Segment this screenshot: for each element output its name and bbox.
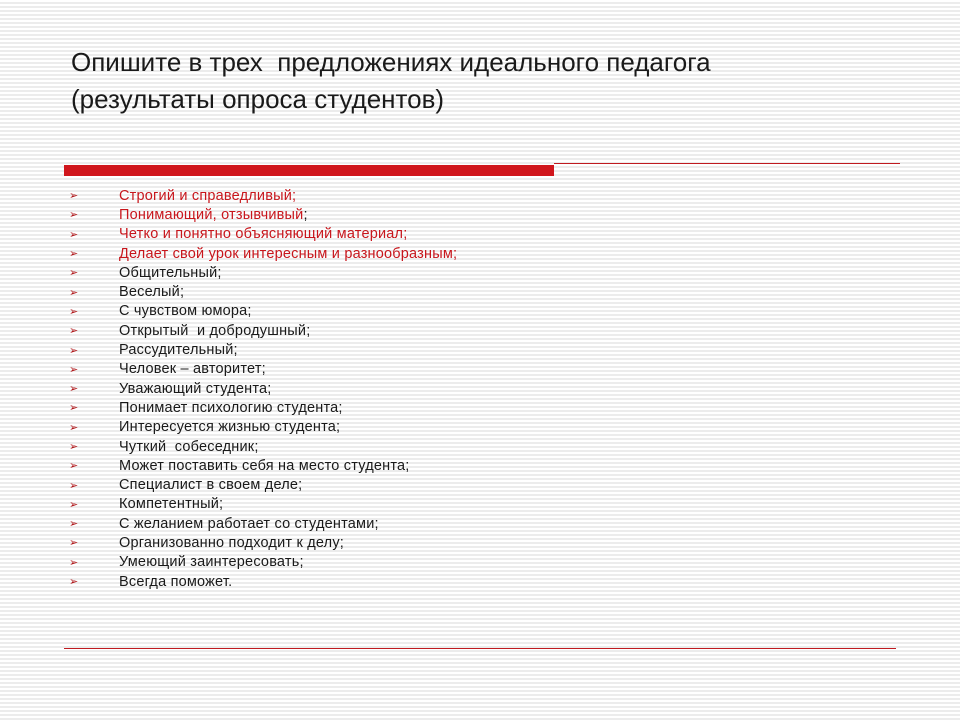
list-item bbox=[68, 282, 457, 301]
list-item-plain: Веселый; bbox=[119, 284, 185, 301]
list-item-plain: Открытый и добродушный; bbox=[119, 322, 311, 339]
list-item bbox=[68, 495, 457, 514]
list-item-plain: ; bbox=[303, 206, 308, 223]
arrow-bullet-icon: ➢ bbox=[69, 227, 79, 241]
arrow-bullet-icon: ➢ bbox=[69, 420, 79, 434]
arrow-bullet-icon: ➢ bbox=[69, 285, 79, 299]
arrow-bullet-icon: ➢ bbox=[69, 304, 79, 318]
arrow-bullet-icon: ➢ bbox=[69, 517, 79, 531]
list-item-plain: Понимает психологию студента; bbox=[119, 399, 343, 416]
list-item-text bbox=[119, 361, 266, 377]
list-item-plain: Организованно подходит к делу; bbox=[119, 534, 345, 551]
list-item-text bbox=[119, 342, 238, 358]
slide-title-line-1: Опишите в трех предложениях идеального педагога bbox=[71, 47, 711, 77]
list-item-plain: Человек – авторитет; bbox=[119, 361, 266, 378]
arrow-bullet-icon: ➢ bbox=[69, 189, 79, 203]
list-item bbox=[68, 186, 457, 205]
arrow-bullet-icon: ➢ bbox=[69, 401, 79, 415]
list-item-text bbox=[119, 439, 259, 455]
arrow-bullet-icon: ➢ bbox=[69, 478, 79, 492]
list-item-text bbox=[119, 554, 304, 570]
list-item bbox=[68, 321, 457, 340]
arrow-bullet-icon: ➢ bbox=[69, 247, 79, 261]
list-item-text bbox=[119, 535, 344, 551]
list-item-text bbox=[119, 477, 302, 493]
list-item-highlight: Строгий и справедливый; bbox=[119, 187, 297, 204]
list-item-text bbox=[119, 226, 407, 242]
list-item-text bbox=[119, 207, 308, 223]
list-item-plain: Уважающий студента; bbox=[119, 380, 272, 397]
title-accent-bar bbox=[64, 165, 554, 176]
list-item-highlight: Понимающий, отзывчивый bbox=[119, 206, 304, 223]
list-item-plain: Всегда поможет. bbox=[119, 573, 233, 590]
list-item bbox=[68, 340, 457, 359]
list-item-text bbox=[119, 400, 343, 416]
list-item-highlight: Четко и понятно объясняющий материал; bbox=[119, 226, 408, 243]
slide-title bbox=[71, 44, 891, 118]
bottom-divider bbox=[64, 648, 896, 649]
list-item bbox=[68, 379, 457, 398]
list-item-text bbox=[119, 246, 457, 262]
list-item-text bbox=[119, 574, 232, 590]
arrow-bullet-icon: ➢ bbox=[69, 324, 79, 338]
list-item bbox=[68, 302, 457, 321]
list-item-plain: Специалист в своем деле; bbox=[119, 477, 303, 494]
arrow-bullet-icon: ➢ bbox=[69, 555, 79, 569]
arrow-bullet-icon: ➢ bbox=[69, 575, 79, 589]
list-item bbox=[68, 572, 457, 591]
list-item-text bbox=[119, 303, 252, 319]
list-item-text bbox=[119, 496, 223, 512]
arrow-bullet-icon: ➢ bbox=[69, 343, 79, 357]
arrow-bullet-icon: ➢ bbox=[69, 208, 79, 222]
list-item bbox=[68, 398, 457, 417]
list-item-plain: Общительный; bbox=[119, 264, 222, 281]
list-item-plain: С чувством юмора; bbox=[119, 303, 252, 320]
list-item bbox=[68, 225, 457, 244]
list-item bbox=[68, 553, 457, 572]
arrow-bullet-icon: ➢ bbox=[69, 382, 79, 396]
list-item-plain: Компетентный; bbox=[119, 496, 224, 513]
list-item-text bbox=[119, 381, 272, 397]
list-item bbox=[68, 244, 457, 263]
list-item-plain: Умеющий заинтересовать; bbox=[119, 554, 304, 571]
list-item-plain: Рассудительный; bbox=[119, 342, 238, 359]
list-item bbox=[68, 533, 457, 552]
title-accent-rule bbox=[554, 163, 900, 164]
list-item-plain: Интересуется жизнью студента; bbox=[119, 419, 341, 436]
list-item-text bbox=[119, 516, 379, 532]
list-item bbox=[68, 475, 457, 494]
list-item-text bbox=[119, 188, 296, 204]
arrow-bullet-icon: ➢ bbox=[69, 497, 79, 511]
list-item-plain: Может поставить себя на место студента; bbox=[119, 457, 410, 474]
arrow-bullet-icon: ➢ bbox=[69, 536, 79, 550]
list-item bbox=[68, 514, 457, 533]
list-item bbox=[68, 456, 457, 475]
arrow-bullet-icon: ➢ bbox=[69, 440, 79, 453]
slide-title-line-2: (результаты опроса студентов) bbox=[71, 84, 445, 114]
list-item bbox=[68, 437, 457, 456]
list-item bbox=[68, 418, 457, 437]
list-item bbox=[68, 205, 457, 224]
list-item-text bbox=[119, 419, 340, 435]
list-item-highlight: Делает свой урок интересным и разнообразным; bbox=[119, 245, 458, 262]
list-item-text bbox=[119, 265, 222, 281]
arrow-bullet-icon: ➢ bbox=[69, 362, 79, 376]
list-item bbox=[68, 360, 457, 379]
list-item-text bbox=[119, 323, 310, 339]
list-item bbox=[68, 263, 457, 282]
teacher-qualities-list bbox=[68, 186, 457, 591]
arrow-bullet-icon: ➢ bbox=[69, 266, 79, 280]
list-item-text bbox=[119, 284, 184, 300]
list-item-text bbox=[119, 458, 410, 474]
list-item-plain: С желанием работает со студентами; bbox=[119, 515, 379, 532]
arrow-bullet-icon: ➢ bbox=[69, 459, 79, 473]
list-item-plain: Чуткий собеседник; bbox=[119, 438, 259, 455]
